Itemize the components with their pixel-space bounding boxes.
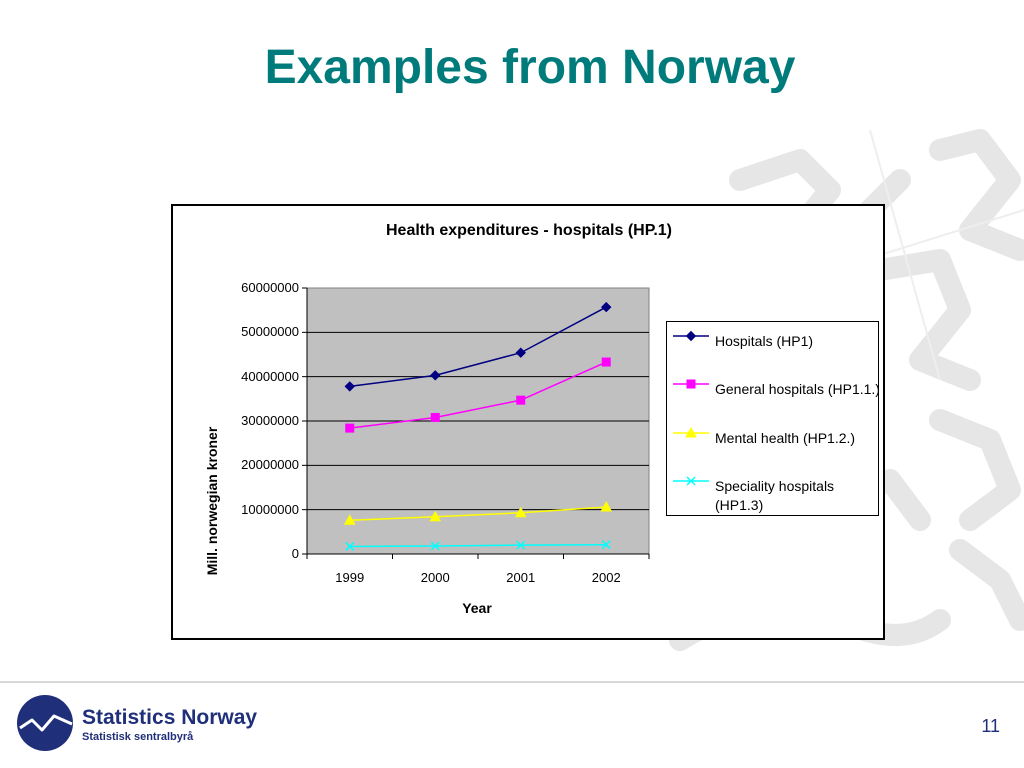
chart-title: Health expenditures - hospitals (HP.1) — [386, 222, 672, 239]
legend-label: Hospitals (HP1) — [715, 333, 814, 349]
slide-title: Examples from Norway — [264, 41, 796, 94]
y-tick-label: 30000000 — [241, 413, 299, 428]
legend-marker-shape — [687, 332, 696, 341]
data-point — [517, 396, 525, 404]
x-tick-label: 2000 — [420, 570, 450, 585]
statistics-norway-logo-icon — [16, 694, 74, 752]
footer-divider — [0, 681, 1024, 683]
logo-subtitle: Statistisk sentralbyrå — [82, 731, 194, 743]
legend-marker-icon — [671, 423, 711, 443]
legend-marker-icon — [671, 374, 711, 394]
data-point — [431, 413, 439, 421]
y-axis-label: Mill. norwegian kroner — [204, 426, 220, 576]
page-number: 11 — [981, 716, 1000, 736]
x-axis-label: Year — [462, 600, 492, 616]
y-tick-label: 20000000 — [241, 457, 299, 473]
legend-label: Mental health (HP1.2.) — [715, 430, 856, 446]
y-tick-label: 10000000 — [241, 501, 299, 517]
logo-name: Statistics Norway — [82, 706, 258, 729]
legend-label: General hospitals (HP1.1.) — [715, 381, 880, 397]
y-tick-label: 60000000 — [241, 280, 299, 295]
y-tick-label: 0 — [291, 546, 299, 561]
chart-frame — [171, 204, 885, 640]
y-tick-label: 50000000 — [241, 324, 299, 340]
y-tick-label: 40000000 — [241, 368, 299, 384]
x-tick-label: 2002 — [591, 570, 621, 585]
legend-marker-shape — [687, 380, 695, 388]
chart-legend — [666, 321, 879, 516]
data-point — [602, 358, 610, 366]
legend-marker-icon — [671, 326, 711, 346]
x-tick-label: 1999 — [335, 570, 365, 585]
data-point — [346, 424, 354, 432]
legend-marker-icon — [671, 471, 711, 491]
legend-label: Speciality hospitals (HP1.3) — [715, 478, 835, 513]
x-tick-label: 2001 — [506, 570, 536, 585]
